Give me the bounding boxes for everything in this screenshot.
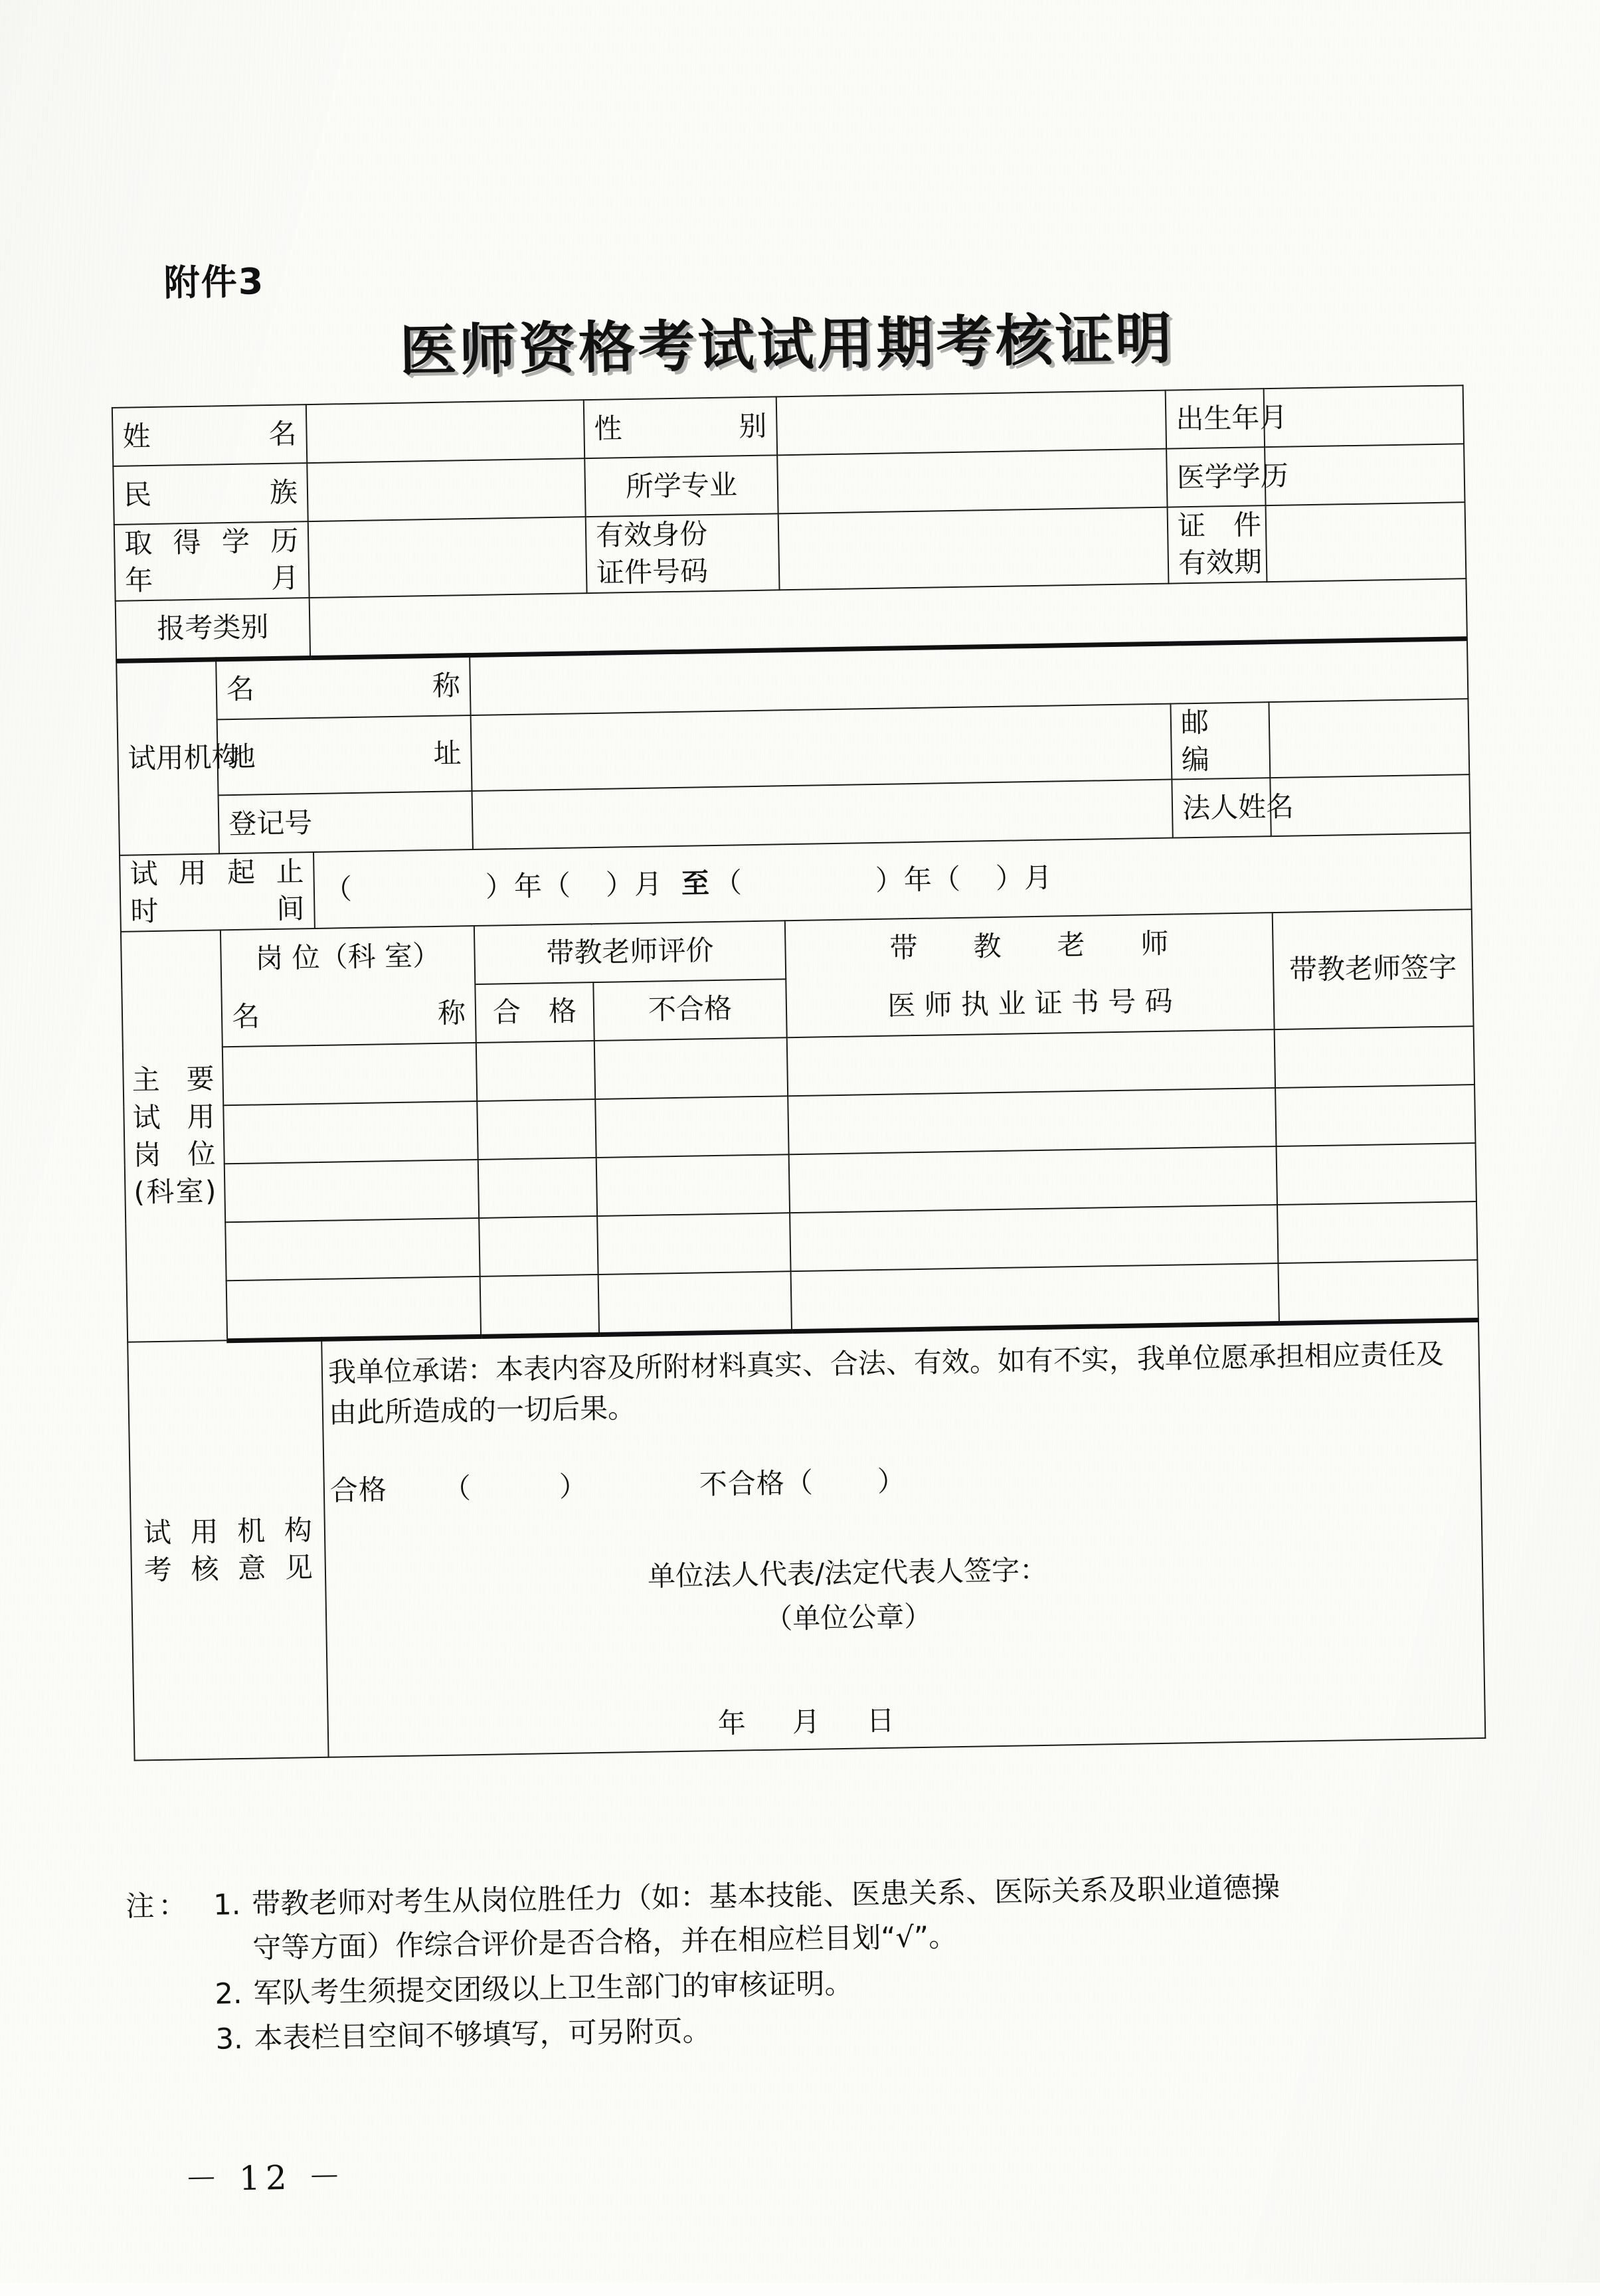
field-value-ethnicity[interactable] — [307, 458, 585, 521]
field-label-degree-date-line2: 年 月 — [124, 561, 300, 597]
field-value-postcode[interactable] — [1269, 699, 1469, 778]
field-label-id-validity — [1168, 505, 1267, 583]
field-label-trial-period-line1: 试用起止 — [130, 855, 304, 891]
field-label-postcode: 邮 编 — [1170, 702, 1270, 780]
period-start-month: ）月 — [605, 867, 664, 901]
cell-teacher-signature[interactable] — [1278, 1260, 1478, 1323]
verdict-fail-checkbox[interactable] — [814, 1491, 877, 1492]
cell-fail[interactable] — [597, 1213, 790, 1275]
field-value-name[interactable] — [306, 400, 584, 463]
cell-pass[interactable] — [476, 1041, 595, 1101]
field-value-major[interactable] — [777, 449, 1167, 514]
notes-label: 注： — [125, 1889, 191, 1923]
field-label-gender: 性 别 — [584, 397, 777, 458]
cell-license-number[interactable] — [791, 1263, 1279, 1332]
cell-post-name[interactable] — [222, 1043, 477, 1105]
cell-license-number[interactable] — [788, 1088, 1276, 1154]
field-label-institution-address: 地 址 — [217, 715, 472, 796]
cell-teacher-signature[interactable] — [1275, 1085, 1475, 1146]
certificate-form-table — [112, 385, 1486, 1761]
verdict-pass-open-paren: （ — [442, 1472, 472, 1506]
note-number-1: 1. — [213, 1888, 241, 1922]
field-label-medical-degree: 医学学历 — [1166, 447, 1265, 507]
col-header-fail: 不合格 — [593, 979, 786, 1041]
field-value-gender[interactable] — [776, 391, 1166, 456]
opinion-date-line[interactable] — [333, 1690, 1479, 1750]
assessment-opinion-cell — [321, 1320, 1485, 1757]
col-header-post-name-line2: 名 称 — [221, 984, 476, 1047]
note-text-3: 本表栏目空间不够填写，可另附页。 — [254, 2014, 711, 2056]
field-value-degree-date[interactable] — [308, 517, 587, 597]
field-label-trial-period-line2: 时 间 — [130, 892, 305, 928]
cell-license-number[interactable] — [787, 1029, 1275, 1096]
field-value-institution-address[interactable] — [471, 703, 1172, 791]
page-number: － 12 － — [184, 2157, 347, 2199]
field-label-id-number-line2: 证件号码 — [596, 555, 709, 590]
cell-post-name[interactable] — [223, 1101, 478, 1164]
cell-pass[interactable] — [479, 1216, 598, 1277]
section-label-institution: 试用机构 — [116, 659, 219, 855]
period-end-month: ）月 — [995, 861, 1053, 895]
pledge-text: 我单位承诺：本表内容及所附材料真实、合法、有效。如有不实，我单位愿承担相应责任及由此所造成的一切后果。 — [327, 1337, 1445, 1429]
field-value-medical-degree[interactable] — [1265, 444, 1465, 505]
signature-block — [331, 1540, 1478, 1648]
notes-section — [126, 1864, 1536, 2062]
cell-fail[interactable] — [594, 1037, 788, 1099]
field-label-major: 所学专业 — [584, 455, 778, 517]
section-label-main-positions-line1: 主 要 试 用 — [132, 1062, 215, 1134]
cell-post-name[interactable] — [224, 1160, 479, 1222]
cell-teacher-signature[interactable] — [1277, 1201, 1477, 1263]
period-to-label: 至 — [681, 867, 711, 901]
official-seal-line: （单位公章） — [764, 1599, 933, 1635]
section-label-assessment-opinion — [128, 1339, 328, 1761]
period-start-open: （ — [323, 873, 353, 906]
note-text-2: 军队考生须提交团级以上卫生部门的审核证明。 — [253, 1967, 853, 2010]
table-row-assessment-opinion — [128, 1320, 1485, 1761]
attachment-label: 附件3 — [163, 260, 265, 304]
period-end-year: ）年（ — [875, 863, 962, 897]
cell-fail[interactable] — [596, 1154, 790, 1216]
note-text-1-line2: 守等方面）作综合评价是否合格，并在相应栏目划“√”。 — [252, 1920, 958, 1965]
cell-license-number[interactable] — [789, 1146, 1277, 1213]
cell-pass[interactable] — [480, 1275, 599, 1336]
field-label-trial-period — [120, 852, 315, 931]
note-text-1-line1: 带教老师对考生从岗位胜任力（如：基本技能、医患关系、医际关系及职业道德操 — [251, 1871, 1281, 1921]
cell-pass[interactable] — [477, 1099, 596, 1160]
verdict-pass-checkbox[interactable] — [472, 1496, 559, 1498]
section-label-main-positions-line2: 岗位(科室) — [133, 1137, 217, 1209]
field-label-id-validity-line2: 有效期 — [1178, 545, 1263, 580]
page-title: 医师资格考试试用期考核证明 — [399, 306, 1176, 384]
field-label-ethnicity: 民 族 — [113, 463, 308, 525]
field-value-legal-person[interactable] — [1270, 774, 1470, 836]
date-year-label: 年 — [717, 1706, 748, 1740]
section-label-assessment-opinion-line1: 试 用 机 构 — [143, 1514, 313, 1549]
col-header-pass: 合 格 — [475, 982, 594, 1043]
cell-license-number[interactable] — [790, 1205, 1278, 1271]
col-header-post-name-line1: 岗 位（科 室） — [221, 926, 475, 988]
verdict-fail-open-paren: （ — [784, 1466, 814, 1500]
cell-pass[interactable] — [478, 1158, 597, 1218]
verdict-row — [329, 1451, 1475, 1511]
cell-teacher-signature[interactable] — [1275, 1026, 1474, 1088]
section-label-assessment-opinion-line2: 考 核 意 见 — [143, 1551, 313, 1587]
note-number-2: 2. — [215, 1977, 242, 2011]
note-number-3: 3. — [215, 2022, 244, 2056]
verdict-fail-close-paren: ） — [877, 1464, 907, 1498]
period-start-year: ）年（ — [485, 869, 572, 903]
cell-teacher-signature[interactable] — [1277, 1143, 1476, 1205]
col-header-teacher-evaluation: 带教老师评价 — [474, 921, 786, 984]
field-value-id-validity[interactable] — [1266, 502, 1467, 581]
verdict-pass-label: 合格 — [329, 1473, 388, 1507]
field-label-exam-category: 报考类别 — [116, 598, 310, 661]
field-label-birth: 出生年月 — [1166, 389, 1265, 448]
field-label-id-validity-line1: 证 件 — [1177, 508, 1262, 543]
section-label-main-positions — [121, 930, 227, 1342]
field-value-birth[interactable] — [1264, 385, 1464, 447]
cell-post-name[interactable] — [225, 1218, 480, 1280]
field-label-name: 姓 名 — [112, 404, 307, 466]
field-label-institution-name: 名 称 — [216, 655, 470, 719]
field-label-id-number — [586, 513, 780, 592]
legal-representative-signature-line[interactable]: 单位法人代表/法定代表人签字： — [647, 1553, 1048, 1593]
verdict-fail-label: 不合格 — [699, 1466, 786, 1501]
cell-fail[interactable] — [598, 1271, 792, 1334]
period-end-open: （ — [713, 866, 743, 900]
field-label-legal-person: 法人姓名 — [1172, 778, 1271, 838]
verdict-pass-close-paren: ） — [559, 1470, 588, 1504]
cell-post-name[interactable] — [226, 1277, 481, 1341]
cell-fail[interactable] — [595, 1096, 788, 1158]
field-label-id-number-line1: 有效身份 — [595, 517, 708, 552]
field-value-id-number[interactable] — [778, 507, 1169, 590]
assessment-opinion-body — [322, 1322, 1484, 1757]
col-header-teacher-license-line1: 带 教 老 师 — [785, 913, 1273, 979]
col-header-teacher-license-line2: 医 师 执 业 证 书 号 码 — [786, 971, 1274, 1037]
col-header-teacher-signature: 带教老师签字 — [1273, 909, 1474, 1029]
date-day-label: 日 — [866, 1704, 897, 1737]
date-month-label: 月 — [792, 1705, 822, 1739]
field-label-degree-date — [114, 521, 310, 600]
field-label-degree-date-line1: 取得学历 — [124, 524, 299, 560]
field-label-registration-number: 登记号 — [219, 791, 473, 853]
